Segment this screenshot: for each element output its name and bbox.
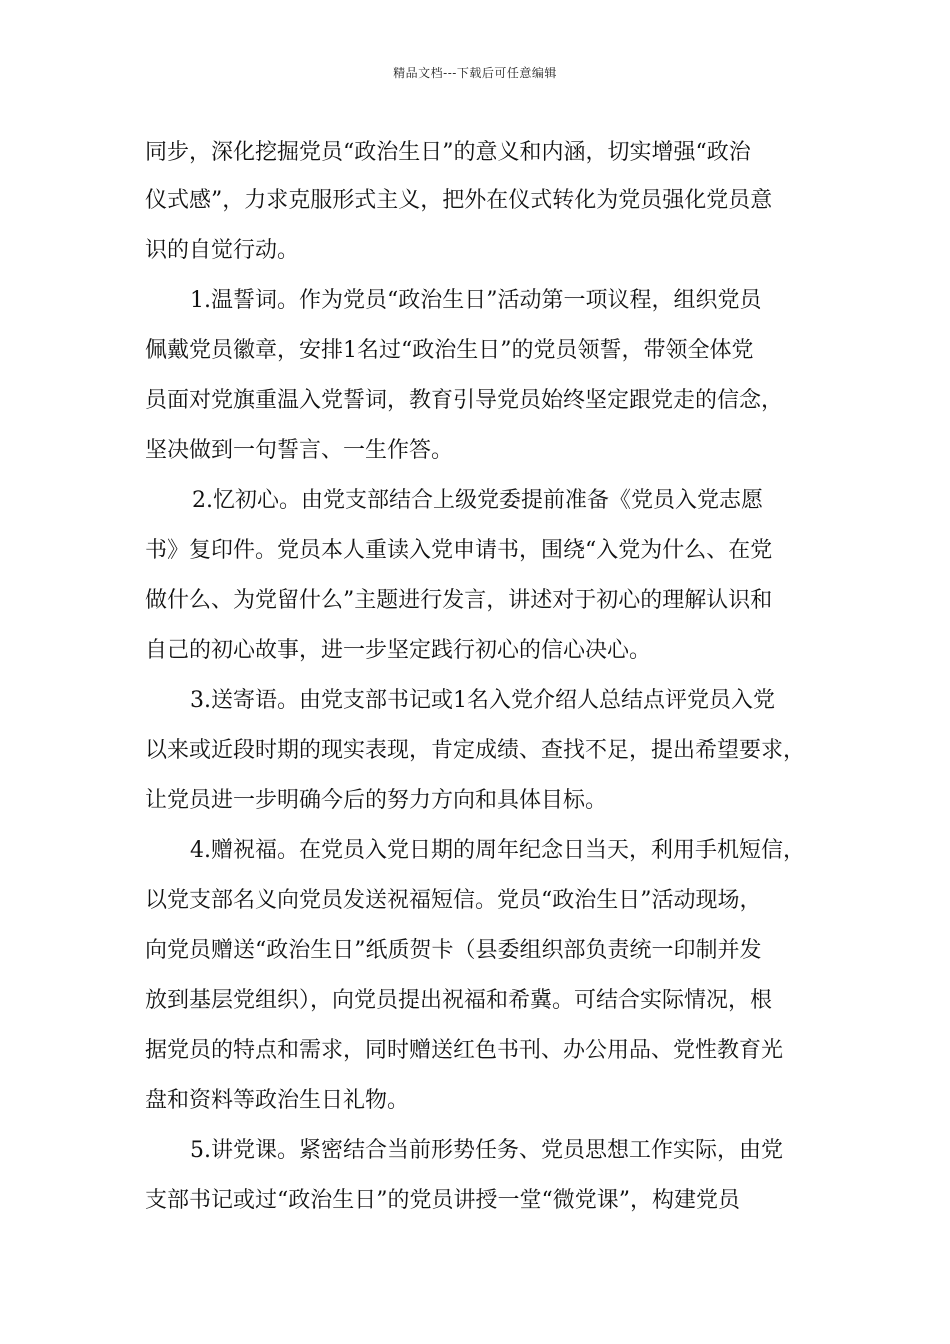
body-line: 员面对党旗重温入党誓词，教育引导党员始终坚定跟党走的信念， — [145, 388, 784, 413]
body-line: 盘和资料等政治生日礼物。 — [145, 1088, 410, 1113]
body-line: 仪式感”，力求克服形式主义，把外在仪式转化为党员强化党员意 — [145, 188, 773, 213]
page-header: 精品文档---下载后可任意编辑 — [393, 66, 557, 80]
body-line: 佩戴党员徽章，安排1名过“政治生日”的党员领誓，带领全体党 — [145, 338, 754, 363]
body-line: 识的自觉行动。 — [145, 238, 300, 263]
body-line: 做什么、为党留什么”主题进行发言，讲述对于初心的理解认识和 — [145, 588, 773, 613]
body-line: 坚决做到一句誓言、一生作答。 — [145, 438, 454, 463]
body-line: 以党支部名义向党员发送祝福短信。党员“政治生日”活动现场， — [145, 888, 762, 913]
body-line: 同步，深化挖掘党员“政治生日”的意义和内涵，切实增强“政治 — [145, 140, 751, 165]
body-line: 1.温誓词。作为党员“政治生日”活动第一项议程，组织党员 — [190, 288, 762, 313]
body-line: 3.送寄语。由党支部书记或1名入党介绍人总结点评党员入党 — [190, 688, 775, 713]
body-line: 4.赠祝福。在党员入党日期的周年纪念日当天，利用手机短信， — [190, 838, 805, 863]
body-line: 支部书记或过“政治生日”的党员讲授一堂“微党课”，构建党员 — [145, 1188, 740, 1213]
body-line: 向党员赠送“政治生日”纸质贺卡（县委组织部负责统一印制并发 — [145, 938, 762, 963]
body-line: 2.忆初心。由党支部结合上级党委提前准备《党员入党志愿 — [192, 488, 763, 513]
body-line: 5.讲党课。紧密结合当前形势任务、党员思想工作实际，由党 — [190, 1138, 783, 1163]
body-line: 据党员的特点和需求，同时赠送红色书刊、办公用品、党性教育光 — [145, 1038, 784, 1063]
body-line: 让党员进一步明确今后的努力方向和具体目标。 — [145, 788, 608, 813]
body-line: 以来或近段时期的现实表现，肯定成绩、查找不足，提出希望要求， — [145, 738, 806, 763]
body-line: 自己的初心故事，进一步坚定践行初心的信心决心。 — [145, 638, 652, 663]
body-line: 放到基层党组织），向党员提出祝福和希冀。可结合实际情况，根 — [145, 988, 773, 1013]
body-line: 书》复印件。党员本人重读入党申请书，围绕“入党为什么、在党 — [145, 538, 773, 563]
